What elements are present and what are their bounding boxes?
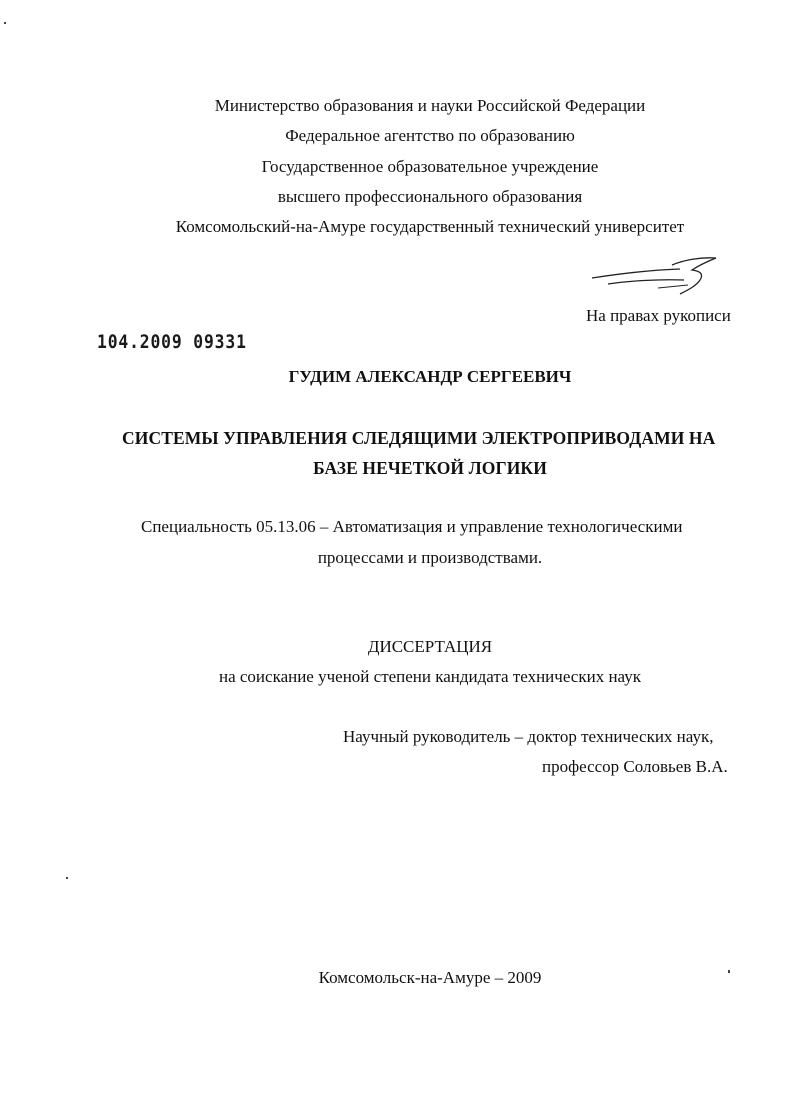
signature-mark [588, 254, 728, 300]
specialty-line-1: Специальность 05.13.06 – Автоматизация и управление технологическими [141, 517, 683, 536]
author-name: ГУДИМ АЛЕКСАНДР СЕРГЕЕВИЧ [288, 367, 572, 386]
title-line-2: БАЗЕ НЕЧЕТКОЙ ЛОГИКИ [313, 458, 547, 478]
institution-type-line: Государственное образовательное учреждение [261, 157, 599, 176]
library-stamp: 104.2009 09331 [97, 331, 247, 353]
specialty-line-2: процессами и производствами. [317, 548, 543, 567]
city-year: Комсомольск-на-Амуре – 2009 [318, 968, 542, 987]
scan-speck [728, 970, 730, 973]
supervisor-line-2: профессор Соловьев В.А. [542, 757, 728, 776]
agency-line: Федеральное агентство по образованию [285, 126, 575, 145]
supervisor-line-1: Научный руководитель – доктор технических наук, [343, 727, 714, 746]
education-level-line: высшего профессионального образования [277, 187, 583, 206]
degree-line: на соискание ученой степени кандидата технических наук [218, 667, 641, 686]
ministry-line: Министерство образования и науки Российской Федерации [214, 96, 646, 115]
title-line-1: СИСТЕМЫ УПРАВЛЕНИЯ СЛЕДЯЩИМИ ЭЛЕКТРОПРИВОДАМИ НА [122, 428, 716, 448]
scan-speck [66, 877, 68, 879]
dissertation-label: ДИССЕРТАЦИЯ [367, 637, 493, 656]
scan-speck [4, 22, 6, 24]
university-line: Комсомольский-на-Амуре государственный технический университет [175, 217, 685, 236]
manuscript-note: На правах рукописи [586, 306, 731, 325]
